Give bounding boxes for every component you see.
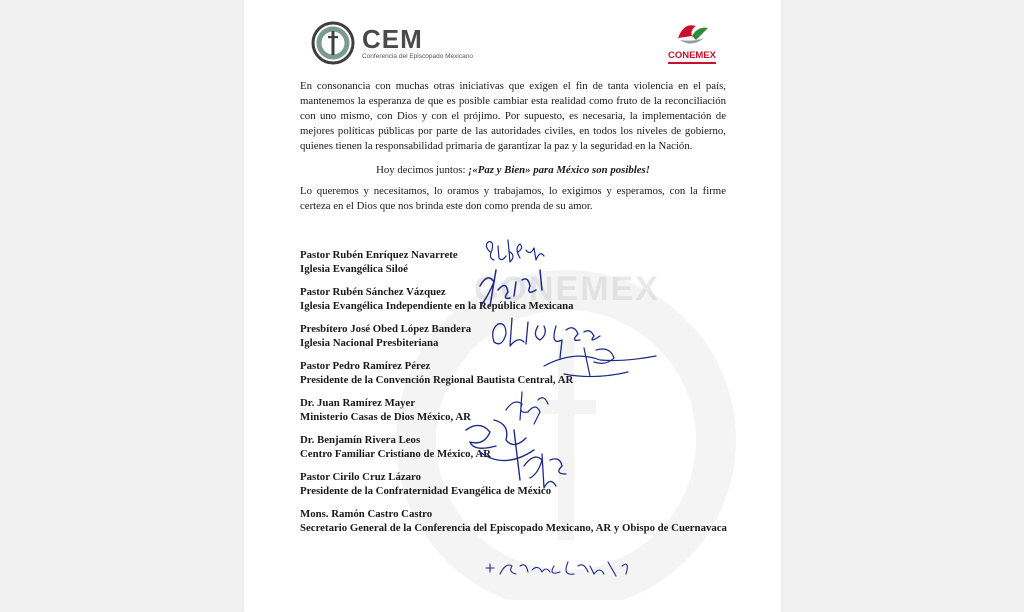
signatory-name: Pastor Pedro Ramírez Pérez — [300, 360, 431, 372]
signatory-role: Centro Familiar Cristiano de México, AR — [300, 447, 491, 460]
cem-emblem-icon — [310, 20, 356, 66]
signatory-role: Iglesia Nacional Presbiteriana — [300, 336, 439, 349]
signatory-7 — [300, 471, 730, 508]
signatory-5 — [300, 397, 730, 434]
signatory-role: Iglesia Evangélica Siloé — [300, 262, 408, 275]
signatory-name: Pastor Rubén Enríquez Navarrete — [300, 249, 458, 261]
signatory-4 — [300, 360, 730, 397]
document-page — [244, 0, 781, 612]
signatory-8 — [300, 508, 730, 535]
conemex-name: CONEMEX — [667, 50, 717, 61]
paragraph-2: Lo queremos y necesitamos, lo oramos y trabajamos, lo exigimos y esperamos, con la firme certeza en el Dios que nos brinda este don como prenda de su amor. — [300, 185, 726, 212]
signatory-list — [300, 249, 730, 535]
signatory-role: Iglesia Evangélica Independiente en la República Mexicana — [300, 299, 574, 312]
signatory-role: Presidente de la Convención Regional Bautista Central, AR — [300, 373, 574, 386]
signatory-name: Dr. Benjamín Rivera Leos — [300, 434, 421, 446]
signatory-name: Pastor Cirilo Cruz Lázaro — [300, 471, 422, 483]
motto-emphasis: ¡«Paz y Bien» para México son posibles! — [468, 164, 650, 176]
signatory-name: Dr. Juan Ramírez Mayer — [300, 397, 416, 409]
signatory-name: Pastor Rubén Sánchez Vázquez — [300, 286, 446, 298]
motto-line — [300, 163, 726, 178]
motto-intro: Hoy decimos juntos: — [376, 164, 469, 176]
signatory-role: Secretario General de la Conferencia del Episcopado Mexicano, AR y Obispo de Cuernavaca — [300, 521, 727, 534]
conemex-watermark-text: CONEMEX — [474, 270, 660, 308]
signature-castro — [486, 562, 627, 576]
signatory-name: Presbítero José Obed López Bandera — [300, 323, 472, 335]
letter-body — [300, 79, 726, 214]
signatory-name: Mons. Ramón Castro Castro — [300, 508, 433, 520]
signatory-role: Ministerio Casas de Dios México, AR — [300, 410, 471, 423]
cem-name: CEM — [362, 24, 423, 54]
signatory-3 — [300, 323, 730, 360]
signatory-1 — [300, 249, 730, 286]
dove-emblem-icon — [672, 18, 712, 50]
cem-logo — [310, 20, 473, 66]
paragraph-1: En consonancia con muchas otras iniciativas que exigen el fin de tanta violencia en el país, mantenemos la esperanza de que es posible cambiar esta realidad como fruto de la reconciliación con uno mismo, con Dios y con el prójimo. Por supuesto, es necesaria, la implementación de mejores políticas públicas por parte de las autoridades civiles, en todos los niveles de gobierno, quienes tienen la responsabilidad primaria de garantizar la paz y la seguridad en la Nación. — [300, 80, 726, 152]
signatory-6 — [300, 434, 730, 471]
conemex-underline — [668, 62, 716, 64]
signatory-2 — [300, 286, 730, 323]
cem-subtitle: Conferencia del Episcopado Mexicano — [362, 53, 473, 60]
signatory-role: Presidente de la Confraternidad Evangélica de México — [300, 484, 552, 497]
conemex-logo — [664, 18, 720, 64]
